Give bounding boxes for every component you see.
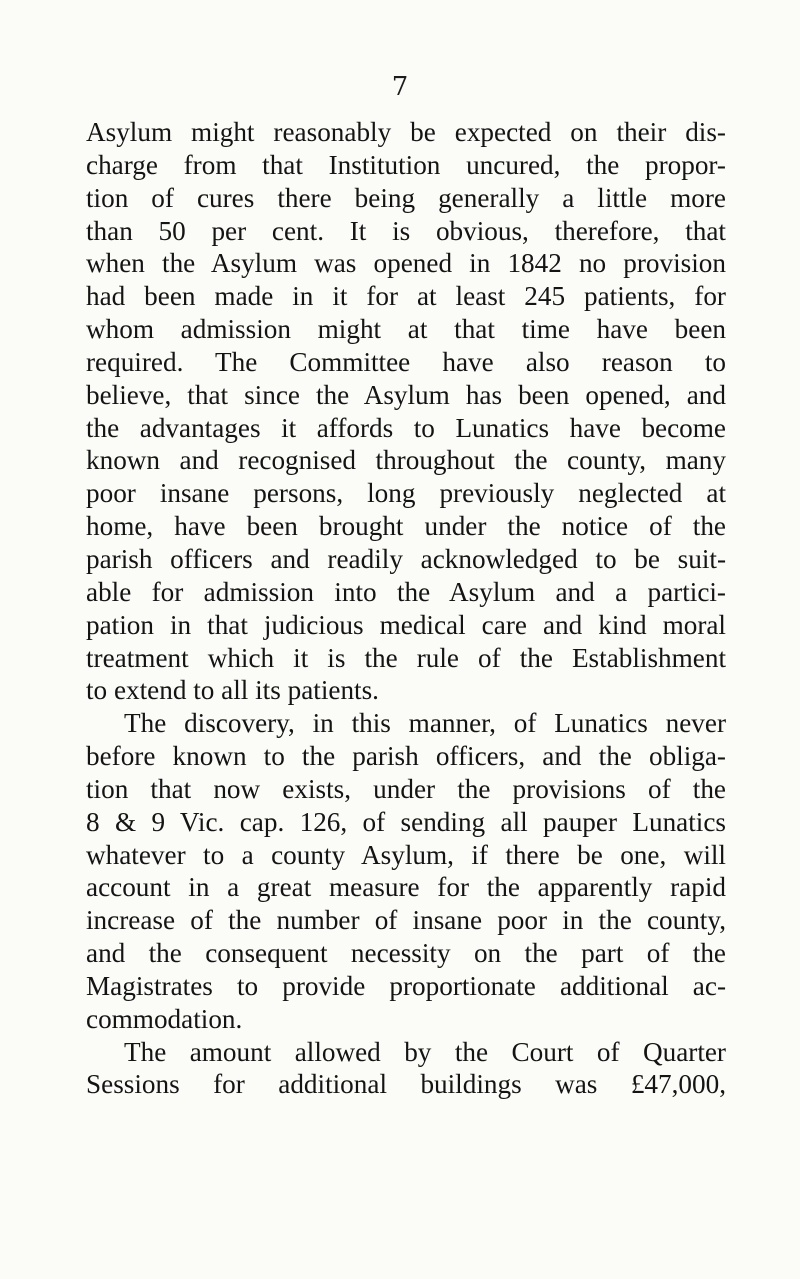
text-line: 8 & 9 Vic. cap. 126, of sending all pauper Lunatics xyxy=(86,806,726,837)
text-line: charge from that Institution uncured, the propor- xyxy=(86,149,726,180)
text-line: to extend to all its patients. xyxy=(86,675,379,706)
text-line: than 50 per cent. It is obvious, therefore, that xyxy=(86,215,726,246)
text-line: whom admission might at that time have been xyxy=(86,314,726,345)
text-line: known and recognised throughout the county, many xyxy=(86,445,726,476)
text-line: account in a great measure for the apparently rapid xyxy=(86,872,726,903)
text-line: The discovery, in this manner, of Lunatics never xyxy=(124,708,726,739)
text-line: the advantages it affords to Lunatics have become xyxy=(86,412,726,443)
text-line: and the consequent necessity on the part of the xyxy=(86,938,726,969)
text-line: when the Asylum was opened in 1842 no provision xyxy=(86,248,726,279)
text-line: Asylum might reasonably be expected on their dis- xyxy=(86,117,726,147)
text-line: believe, that since the Asylum has been opened, and xyxy=(86,379,726,410)
text-line: Magistrates to provide proportionate additional ac- xyxy=(86,970,726,1001)
text-line: increase of the number of insane poor in the county, xyxy=(86,905,726,936)
text-line: tion that now exists, under the provisions of the xyxy=(86,773,726,804)
text-line: had been made in it for at least 245 patients, for xyxy=(86,281,726,312)
text-line: tion of cures there being generally a little more xyxy=(86,182,726,213)
text-line: pation in that judicious medical care and kind moral xyxy=(86,609,726,640)
text-line: Sessions for additional buildings was £47,000, xyxy=(86,1069,726,1100)
body-text xyxy=(86,116,726,1101)
text-line: required. The Committee have also reason to xyxy=(86,346,726,377)
page-number: 7 xyxy=(391,72,409,102)
text-line: before known to the parish officers, and the obliga- xyxy=(86,741,726,772)
text-line: commodation. xyxy=(86,1003,243,1034)
text-line: parish officers and readily acknowledged to be suit- xyxy=(86,543,726,574)
text-line: able for admission into the Asylum and a partici- xyxy=(86,576,726,607)
text-line: poor insane persons, long previously neglected at xyxy=(86,478,726,509)
text-line: home, have been brought under the notice of the xyxy=(86,511,726,542)
text-line: The amount allowed by the Court of Quarter xyxy=(124,1036,726,1067)
text-line: treatment which it is the rule of the Establishment xyxy=(86,642,726,673)
text-line: whatever to a county Asylum, if there be one, will xyxy=(86,839,726,870)
